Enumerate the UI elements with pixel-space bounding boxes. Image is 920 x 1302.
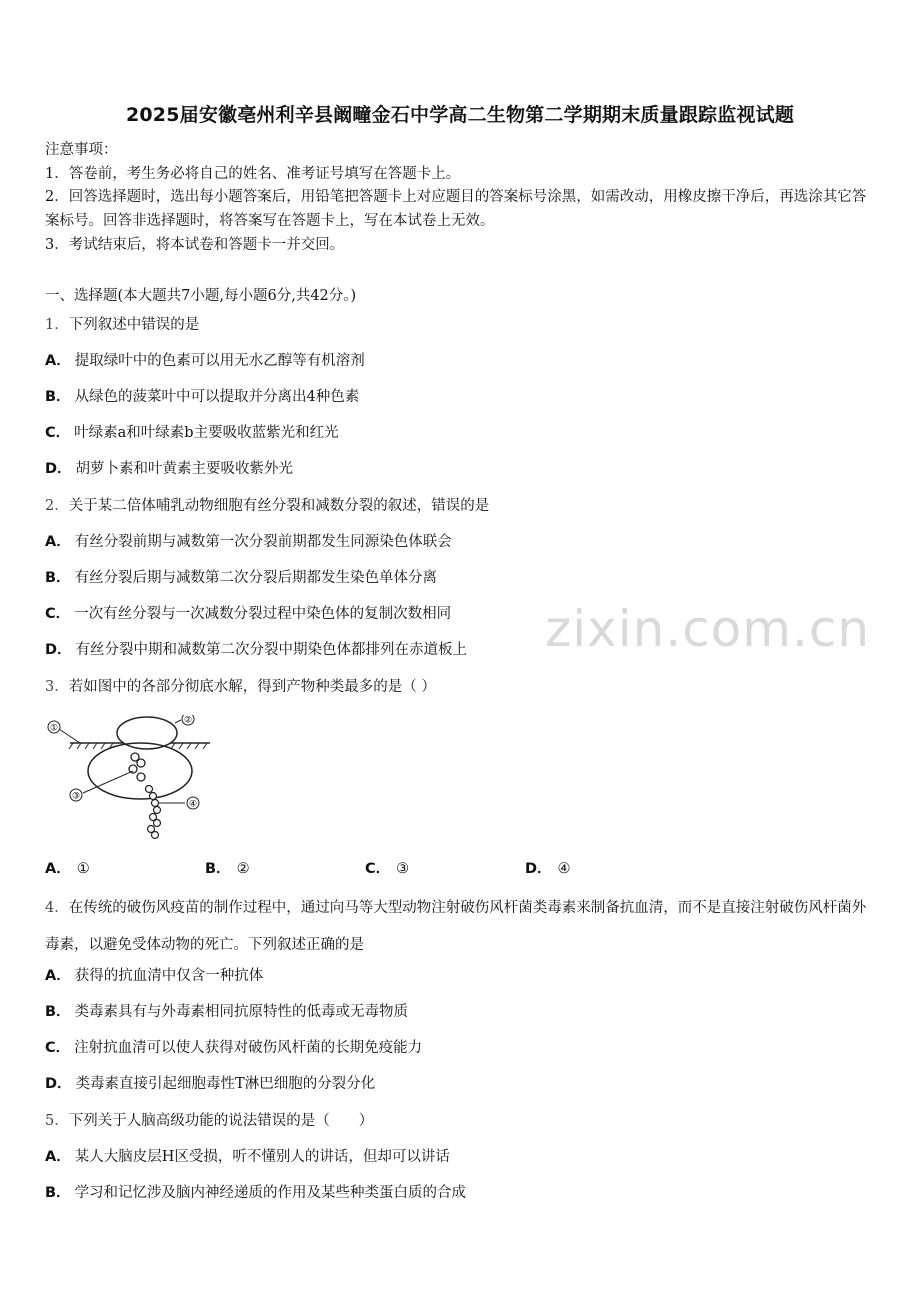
option-2d xyxy=(45,638,467,659)
option-text: 类毒素具有与外毒素相同抗原特性的低毒或无毒物质 xyxy=(74,1004,409,1020)
option-text: 注射抗血清可以使人获得对破伤风杆菌的长期免疫能力 xyxy=(74,1040,423,1056)
option-2b xyxy=(45,566,437,587)
question-number: 5． xyxy=(45,1113,69,1129)
option-label: B． xyxy=(45,1185,71,1201)
option-label: A． xyxy=(45,861,71,877)
notice-item-1: 1．答卷前，考生务必将自己的姓名、准考证号填写在答题卡上。 xyxy=(45,166,461,182)
option-1c xyxy=(45,421,339,442)
option-5a xyxy=(45,1145,450,1166)
option-label: C． xyxy=(45,606,71,622)
question-number: 2． xyxy=(45,498,69,514)
question-number: 3． xyxy=(45,679,69,695)
option-label: B． xyxy=(45,389,71,405)
option-text: 提取绿叶中的色素可以用无水乙醇等有机溶剂 xyxy=(74,353,365,369)
option-label: D． xyxy=(45,1076,72,1092)
option-label: A． xyxy=(45,534,71,550)
option-1d xyxy=(45,457,293,478)
option-2a xyxy=(45,530,452,551)
option-text: 获得的抗血清中仅含一种抗体 xyxy=(74,968,264,984)
option-4c xyxy=(45,1036,422,1057)
option-label: D． xyxy=(45,461,72,477)
question-stem: 若如图中的各部分彻底水解，得到产物种类最多的是（ ） xyxy=(68,679,436,695)
option-2c xyxy=(45,602,451,623)
question-2 xyxy=(45,494,489,515)
option-label: D． xyxy=(45,642,72,658)
option-text: 有丝分裂前期与减数第一次分裂前期都发生同源染色体联会 xyxy=(74,534,452,550)
option-text: 叶绿素a和叶绿素b主要吸收蓝紫光和红光 xyxy=(74,425,339,441)
option-4d xyxy=(45,1072,375,1093)
option-text: ② xyxy=(236,861,250,877)
option-1b xyxy=(45,385,359,406)
option-text: 从绿色的菠菜叶中可以提取并分离出4种色素 xyxy=(74,389,360,405)
option-text: 有丝分裂后期与减数第二次分裂后期都发生染色单体分离 xyxy=(74,570,438,586)
exam-title: 2025届安徽亳州利辛县阚疃金石中学高二生物第二学期期末质量跟踪监视试题 xyxy=(125,104,795,126)
question-1 xyxy=(45,313,199,334)
option-4b xyxy=(45,1000,408,1021)
notice-item-2: 2．回答选择题时，选出每小题答案后，用铅笔把答题卡上对应题目的答案标号涂黑，如需改动，用橡皮擦干净后，再选涂其它答案标号。回答非选择题时，将答案写在答题卡上，写在本试卷上无效。 xyxy=(45,189,867,229)
membrane-protein-figure xyxy=(45,715,220,845)
option-label: C． xyxy=(45,1040,71,1056)
option-5b xyxy=(45,1181,466,1202)
option-label: A． xyxy=(45,1149,71,1165)
option-label: B． xyxy=(205,861,231,877)
option-text: 某人大脑皮层H区受损，听不懂别人的讲话，但却可以讲话 xyxy=(74,1149,450,1165)
option-text: ① xyxy=(76,861,90,877)
figure-label-4: ④ xyxy=(188,799,198,810)
option-label: B． xyxy=(45,570,71,586)
notice-heading: 注意事项： xyxy=(45,142,118,158)
figure-label-2: ② xyxy=(183,715,193,726)
question-stem: 在传统的破伤风疫苗的制作过程中，通过向马等大型动物注射破伤风杆菌类毒素来制备抗血清，而不是直接注射破伤风杆菌外毒素，以避免受体动物的死亡。下列叙述正确的是 xyxy=(45,900,867,953)
option-3a xyxy=(45,857,90,878)
option-1a xyxy=(45,349,365,370)
question-3 xyxy=(45,675,436,696)
option-label: C． xyxy=(45,425,71,441)
option-text: ③ xyxy=(396,861,410,877)
question-number: 1． xyxy=(45,317,69,333)
question-stem: 下列叙述中错误的是 xyxy=(68,317,200,333)
option-3b xyxy=(205,857,250,878)
option-text: 有丝分裂中期和减数第二次分裂中期染色体都排列在赤道板上 xyxy=(75,642,468,658)
option-text: 胡萝卜素和叶黄素主要吸收紫外光 xyxy=(75,461,294,477)
option-label: B． xyxy=(45,1004,71,1020)
figure-label-3: ③ xyxy=(71,791,81,802)
option-label: A． xyxy=(45,968,71,984)
option-label: C． xyxy=(365,861,391,877)
figure-label-1: ① xyxy=(49,723,59,734)
option-text: ④ xyxy=(557,861,571,877)
option-4a xyxy=(45,964,263,985)
question-5 xyxy=(45,1109,373,1130)
watermark: zixin.com.cn xyxy=(545,600,871,658)
question-stem: 关于某二倍体哺乳动物细胞有丝分裂和减数分裂的叙述，错误的是 xyxy=(68,498,490,514)
question-4 xyxy=(45,890,877,964)
option-label: A． xyxy=(45,353,71,369)
option-text: 学习和记忆涉及脑内神经递质的作用及某些种类蛋白质的合成 xyxy=(74,1185,467,1201)
section-heading: 一、选择题(本大题共7小题,每小题6分,共42分。) xyxy=(45,288,357,304)
notice-item-3: 3．考试结束后，将本试卷和答题卡一并交回。 xyxy=(45,237,345,253)
option-text: 一次有丝分裂与一次减数分裂过程中染色体的复制次数相同 xyxy=(74,606,452,622)
question-number: 4． xyxy=(45,900,69,916)
option-3c xyxy=(365,857,409,878)
option-3d xyxy=(525,857,571,878)
option-label: D． xyxy=(525,861,552,877)
option-text: 类毒素直接引起细胞毒性T淋巴细胞的分裂分化 xyxy=(75,1076,376,1092)
question-stem: 下列关于人脑高级功能的说法错误的是（ ） xyxy=(68,1113,374,1129)
